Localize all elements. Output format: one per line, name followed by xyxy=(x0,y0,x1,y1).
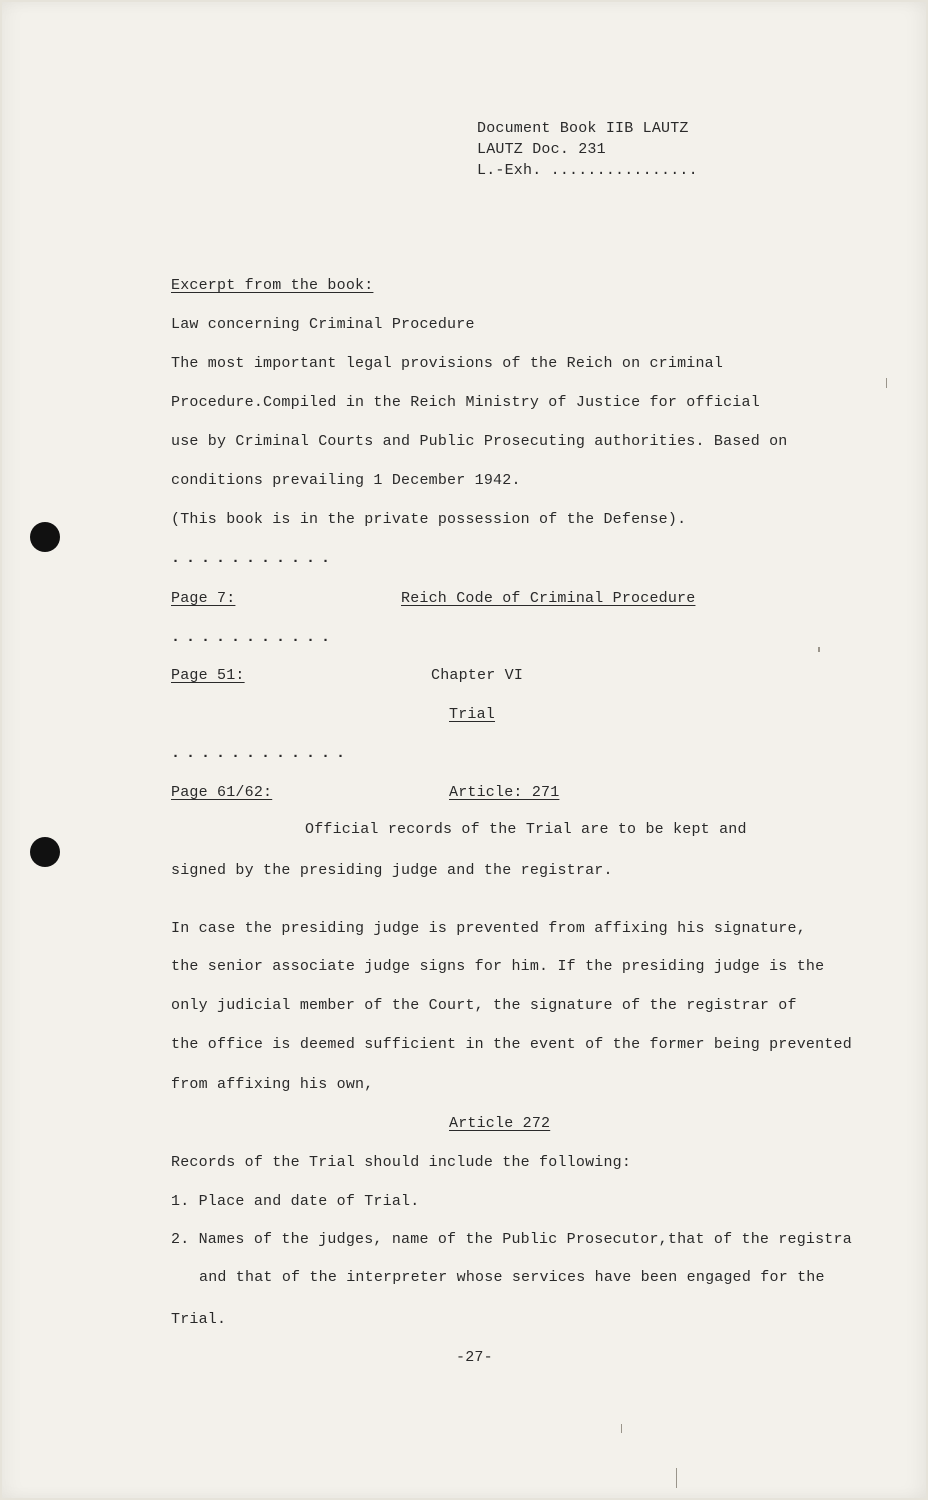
page-61-62-label: Page 61/62: xyxy=(171,784,273,801)
paper-mark xyxy=(818,647,820,652)
article-271-heading: Article: 271 xyxy=(449,784,560,801)
body-line: the senior associate judge signs for him. If the presiding judge is the xyxy=(171,958,825,975)
ellipsis-row: ........... xyxy=(171,629,337,646)
list-item-continued: and that of the interpreter whose services have been engaged for the xyxy=(199,1269,825,1286)
page-7-title: Reich Code of Criminal Procedure xyxy=(401,590,696,607)
page-number: -27- xyxy=(456,1349,493,1366)
page-51-label: Page 51: xyxy=(171,667,245,684)
list-item: 2. Names of the judges, name of the Public Prosecutor,that of the registra xyxy=(171,1231,852,1248)
punch-hole-top xyxy=(30,522,60,552)
punch-hole-bottom xyxy=(30,837,60,867)
header-exhibit: L.-Exh. ................ xyxy=(477,162,698,179)
body-line: In case the presiding judge is prevented from affixing his signature, xyxy=(171,920,806,937)
body-line: signed by the presiding judge and the registrar. xyxy=(171,862,613,879)
list-item: 1. Place and date of Trial. xyxy=(171,1193,420,1210)
list-item-continued: Trial. xyxy=(171,1311,227,1328)
body-line: Records of the Trial should include the following: xyxy=(171,1154,632,1171)
intro-line: Law concerning Criminal Procedure xyxy=(171,316,475,333)
body-line: Official records of the Trial are to be kept and xyxy=(305,821,747,838)
body-line: the office is deemed sufficient in the event of the former being prevented xyxy=(171,1036,852,1053)
body-line: only judicial member of the Court, the signature of the registrar of xyxy=(171,997,797,1014)
excerpt-heading: Excerpt from the book: xyxy=(171,277,374,294)
body-line: from affixing his own, xyxy=(171,1076,374,1093)
header-book: Document Book IIB LAUTZ xyxy=(477,120,689,137)
header-doc: LAUTZ Doc. 231 xyxy=(477,141,606,158)
paper-mark xyxy=(621,1424,622,1433)
ellipsis-row: ........... xyxy=(171,550,337,567)
paper-mark xyxy=(886,378,887,388)
trial-heading: Trial xyxy=(449,706,496,723)
chapter-heading: Chapter VI xyxy=(431,667,524,684)
intro-line: conditions prevailing 1 December 1942. xyxy=(171,472,521,489)
intro-line: use by Criminal Courts and Public Prosecuting authorities. Based on xyxy=(171,433,788,450)
ellipsis-row: ............ xyxy=(171,745,352,762)
intro-line: Procedure.Compiled in the Reich Ministry of Justice for official xyxy=(171,394,760,411)
page-7-label: Page 7: xyxy=(171,590,236,607)
paper-mark xyxy=(676,1468,677,1488)
intro-line: (This book is in the private possession of the Defense). xyxy=(171,511,687,528)
article-272-heading: Article 272 xyxy=(449,1115,551,1132)
intro-line: The most important legal provisions of the Reich on criminal xyxy=(171,355,724,372)
